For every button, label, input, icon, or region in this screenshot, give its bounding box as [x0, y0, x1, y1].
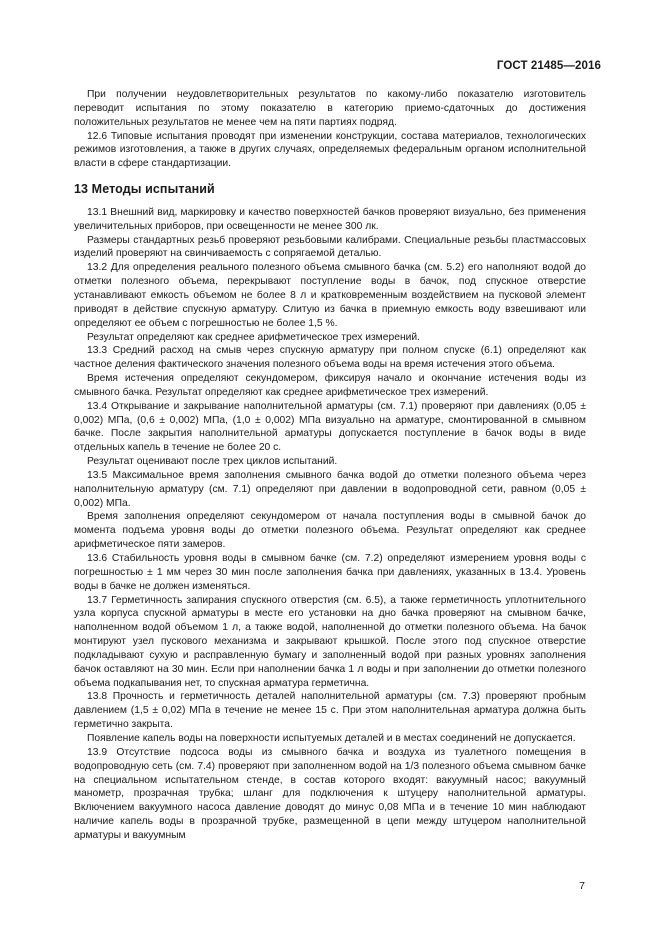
section-paragraph: 13.8 Прочность и герметичность деталей наполнительной арматуры (см. 7.3) проверяют пробным давлением (1,5 ± 0,02) МПа в течение не менее 15 с. При этом наполнительная арматура должна быть герметично закрыта. — [74, 691, 586, 731]
document-body — [74, 88, 586, 843]
section-paragraph: Результат оценивают после трех циклов испытаний. — [87, 456, 338, 468]
intro-paragraph: 12.6 Типовые испытания проводят при изменении конструкции, состава материалов, технологических режимов изготовления, а также в других случаях, определяемых федеральным органом исполнительной власти в сфере стандартизации. — [74, 130, 586, 170]
page-number: 7 — [579, 880, 585, 892]
section-paragraph: 13.4 Открывание и закрывание наполнительной арматуры (см. 7.1) проверяют при давлениях (0,05 ± 0,002) МПа, (0,6 ± 0,002) МПа, (1,0 ± 0,002) МПа визуально на арматуре, смонтированной в смывном бачке. После закрытия наполнительной арматуры допускается поступление в бачок воды в виде отдельных капель в течение не более 20 с. — [74, 400, 586, 454]
section-paragraph: 13.6 Стабильность уровня воды в смывном бачке (см. 7.2) определяют измерением уровня воды с погрешностью ± 1 мм через 30 мин после заполнения бачка при давлениях, указанных в 13.4. Уровень воды в бачке не должен изменяться. — [74, 553, 586, 592]
section-paragraph: 13.7 Герметичность запирания спускного отверстия (см. 6.5), а также герметичность уплотнительного узла корпуса спускной арматуры в месте его установки на дно бачка проверяют на смывном бачке, наполненном водой объемом 1 л, а также водой, наполненной до отметки полезного объема. На бачок монтируют узел пускового механизма и закрывают крышкой. После этого под спускное отверстие подкладывают сухую и расправленную бумагу и заполненный водой при разных уровнях заполнения бачок оставляют на 30 мин. Если при наполнении бачка 1 л воды и при заполнении до отметки полезного объема подкапывания нет, то спускная арматура герметична. — [74, 594, 586, 689]
section-paragraph: Время истечения определяют секундомером, фиксируя начало и окончание истечения воды из смывного бачка. Результат определяют как среднее арифметическое трех измерений. — [74, 373, 586, 398]
section-paragraph: Результат определяют как среднее арифметическое трех измерений. — [87, 331, 420, 343]
section-paragraph: Время заполнения определяют секундомером от начала поступления воды в смывной бачок до момента подъема уровня воды до отметки полезного объема. Результат определяют как среднее арифметическое пяти замеров. — [74, 511, 586, 551]
intro-paragraph: При получении неудовлетворительных результатов по какому-либо показателю изготовитель переводит испытания по этому показателю в категорию приемо-сдаточных до достижения положительных результатов не менее чем на пяти партиях подряд. — [74, 89, 586, 128]
section-paragraph: Появление капель воды на поверхности испытуемых деталей и в местах соединений не допускается. — [87, 732, 576, 744]
section-paragraph: Размеры стандартных резьб проверяют резьбовыми калибрами. Специальные резьбы пластмассовых изделий проверяют на свинчиваемость с сопрягаемой деталью. — [74, 234, 586, 260]
section-title: 13 Методы испытаний — [74, 182, 215, 197]
section-paragraph: 13.1 Внешний вид, маркировку и качество поверхностей бачков проверяют визуально, без применения увеличительных приборов, при освещенности не менее 300 лк. — [74, 206, 586, 232]
section-paragraph: 13.2 Для определения реального полезного объема смывного бачка (см. 5.2) его наполняют водой до отметки полезного объема, перекрывают поступление воды в бачок, под спускное отверстие устанавливают емкость объемом не более 8 л и кратковременным воздействием на пусковой элемент приводят в действие спускную арматуру. Слитую из бачка в приемную емкость воду взвешивают или определяют ее объем с погрешностью не более 1,5 %. — [74, 262, 586, 329]
section-paragraph: 13.3 Средний расход на смыв через спускную арматуру при полном спуске (6.1) определяют как частное деления фактического значения полезного объема воды на время истечения этого объема. — [74, 345, 586, 371]
section-paragraph: 13.9 Отсутствие подсоса воды из смывного бачка и воздуха из туалетного помещения в водопроводную сеть (см. 7.4) проверяют при заполненном водой на 1/3 полезного объема смывном бачке на специальном испытательном стенде, в состав которого входят: вакуумный насос; вакуумный манометр, прозрачная трубка; шланг для подключения к штуцеру наполнительной арматуры. Включением вакуумного насоса давление доводят до минус 0,08 МПа и в течение 10 мин наблюдают наличие капель воды в прозрачной трубке, размещенной в цепи между штуцером наполнительной арматуры и вакуумным — [74, 746, 586, 841]
section-paragraph: 13.5 Максимальное время заполнения смывного бачка водой до отметки полезного объема через наполнительную арматуру (см. 7.1) определяют при давлении в водопроводной сети, равном (0,05 ± 0,002) МПа. — [74, 469, 586, 509]
standard-header: ГОСТ 21485—2016 — [496, 60, 601, 72]
